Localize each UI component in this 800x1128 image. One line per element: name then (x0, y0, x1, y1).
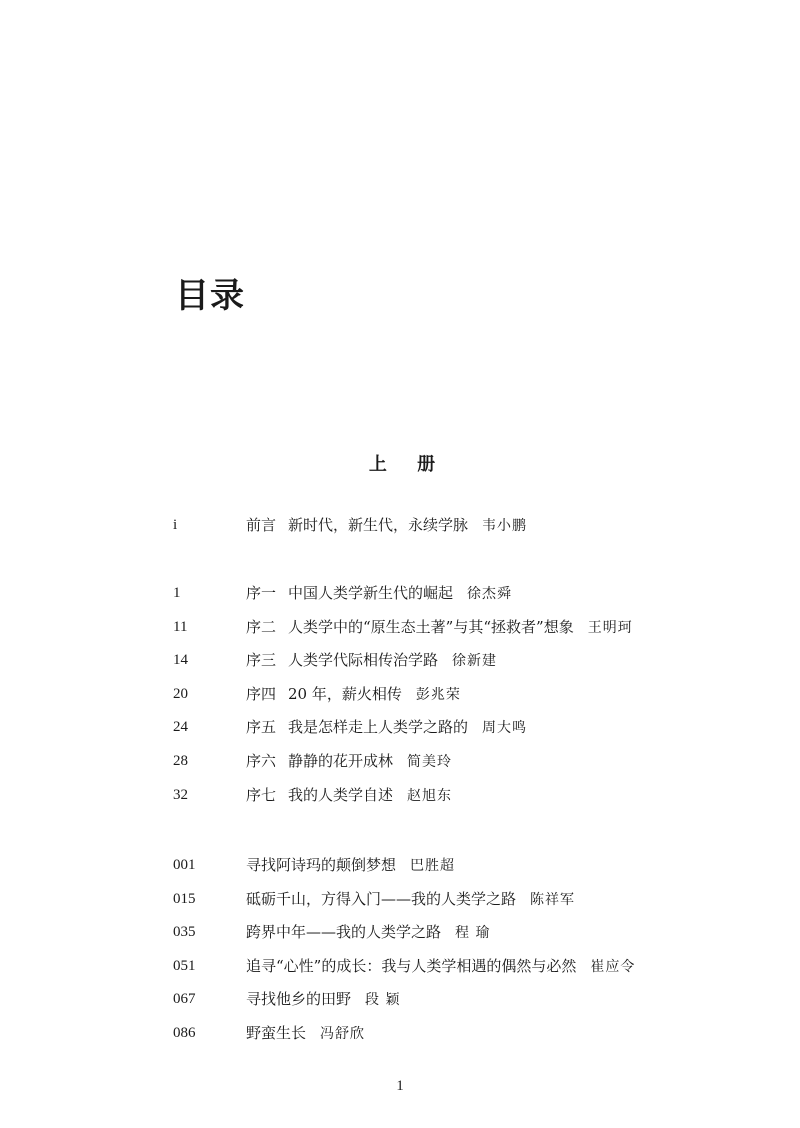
toc-entry-text (246, 1021, 365, 1046)
toc-entry-text (246, 513, 527, 538)
toc-entry (0, 920, 800, 944)
toc-entry-text (246, 682, 461, 707)
toc-entry-page: 11 (173, 618, 188, 635)
toc-entry-prefix: 序六 (246, 752, 277, 770)
toc-entry (0, 615, 800, 639)
toc-entry-page: 086 (173, 1025, 196, 1041)
toc-entry (0, 783, 800, 807)
toc-entry-title: 野蛮生长 (246, 1024, 307, 1042)
toc-entry-prefix: 序一 (246, 584, 277, 602)
toc-entry-prefix: 序七 (246, 785, 277, 804)
toc-entry-page: 067 (173, 991, 196, 1008)
toc-entry (0, 887, 800, 911)
toc-entry-text (246, 987, 400, 1012)
toc-entry-author: 赵旭东 (407, 787, 453, 804)
page-number: 1 (396, 1078, 404, 1094)
toc-entry-author: 程 瑜 (455, 925, 491, 942)
toc-entry-prefix: 序五 (246, 718, 277, 737)
toc-entry-text (246, 887, 575, 912)
toc-entry-text (246, 954, 635, 979)
toc-entry-page: i (173, 517, 178, 533)
toc-entry-title: 我是怎样走上人类学之路的 (288, 718, 469, 737)
toc-entry (0, 749, 800, 773)
toc-entry-author: 简美玲 (407, 754, 453, 770)
toc-entry-page: 015 (173, 890, 196, 907)
toc-entry-author: 徐杰舜 (467, 586, 513, 602)
toc-entry-title: 中国人类学新生代的崛起 (288, 584, 454, 602)
toc-entry-title: 追寻“心性”的成长：我与人类学相遇的偶然与必然 (246, 956, 577, 975)
toc-entry (0, 987, 800, 1011)
toc-entry-page: 20 (173, 685, 188, 702)
toc-entry (0, 581, 800, 605)
toc-entry-title: 新时代，新生代，永续学脉 (288, 516, 469, 534)
toc-entry-page: 035 (173, 924, 196, 941)
toc-entry-text (246, 648, 497, 673)
toc-entry-author: 巴胜超 (410, 858, 456, 874)
toc-entry-text (246, 749, 452, 774)
toc-entry-title: 跨界中年——我的人类学之路 (246, 923, 442, 942)
toc-entry-page: 1 (173, 585, 181, 601)
toc-entry (0, 715, 800, 739)
toc-entry-text (246, 853, 455, 878)
toc-entry-text (246, 783, 452, 808)
toc-entry-page: 32 (173, 786, 188, 803)
toc-entry-title: 砥砺千山，方得入门——我的人类学之路 (246, 889, 517, 908)
toc-entry-author: 段 颖 (365, 992, 401, 1009)
toc-entry-prefix: 前言 (246, 516, 277, 534)
toc-entry (0, 853, 800, 877)
toc-entry (0, 513, 800, 537)
toc-entry-title: 人类学代际相传治学路 (288, 651, 439, 670)
toc-entry-author: 彭兆荣 (415, 686, 461, 703)
toc-entry-title: 寻找他乡的田野 (246, 990, 352, 1009)
toc-entry-prefix: 序三 (246, 651, 277, 670)
toc-entry-page: 14 (173, 652, 188, 669)
toc-entry-page: 001 (173, 857, 196, 873)
toc-entry-title: 静静的花开成林 (288, 752, 394, 770)
toc-entry-author: 陈祥军 (530, 891, 576, 908)
toc-entry-text (246, 920, 490, 945)
toc-entry-title: 人类学中的“原生态土著”与其“拯救者”想象 (288, 617, 574, 636)
toc-entry-title: 寻找阿诗玛的颠倒梦想 (246, 856, 397, 874)
toc-entry-page: 28 (173, 753, 188, 769)
toc-entry-page: 24 (173, 719, 188, 736)
toc-entry-author: 周大鸣 (482, 720, 528, 737)
volume-title: 上 册 (368, 454, 448, 475)
toc-entry-text (246, 615, 633, 640)
toc-entry-author: 徐新建 (452, 653, 498, 670)
toc-entry (0, 1021, 800, 1045)
toc-entry-page: 051 (173, 957, 196, 974)
toc-entry-author: 王明珂 (587, 619, 633, 636)
toc-entry-text (246, 581, 512, 606)
toc-entry-text (246, 715, 527, 740)
toc-entry-prefix: 序二 (246, 617, 277, 636)
toc-entry (0, 954, 800, 978)
toc-entry-author: 崔应令 (590, 958, 636, 975)
toc-entry-title: 我的人类学自述 (288, 785, 394, 804)
toc-entry (0, 682, 800, 706)
toc-entry-prefix: 序四 (246, 684, 277, 703)
toc-entry-title: 20 年，薪火相传 (288, 684, 402, 703)
toc-entry-author: 冯舒欣 (320, 1026, 366, 1042)
toc-entry-author: 韦小鹏 (482, 518, 528, 534)
toc-entry (0, 648, 800, 672)
toc-title: 目录 (175, 276, 245, 316)
